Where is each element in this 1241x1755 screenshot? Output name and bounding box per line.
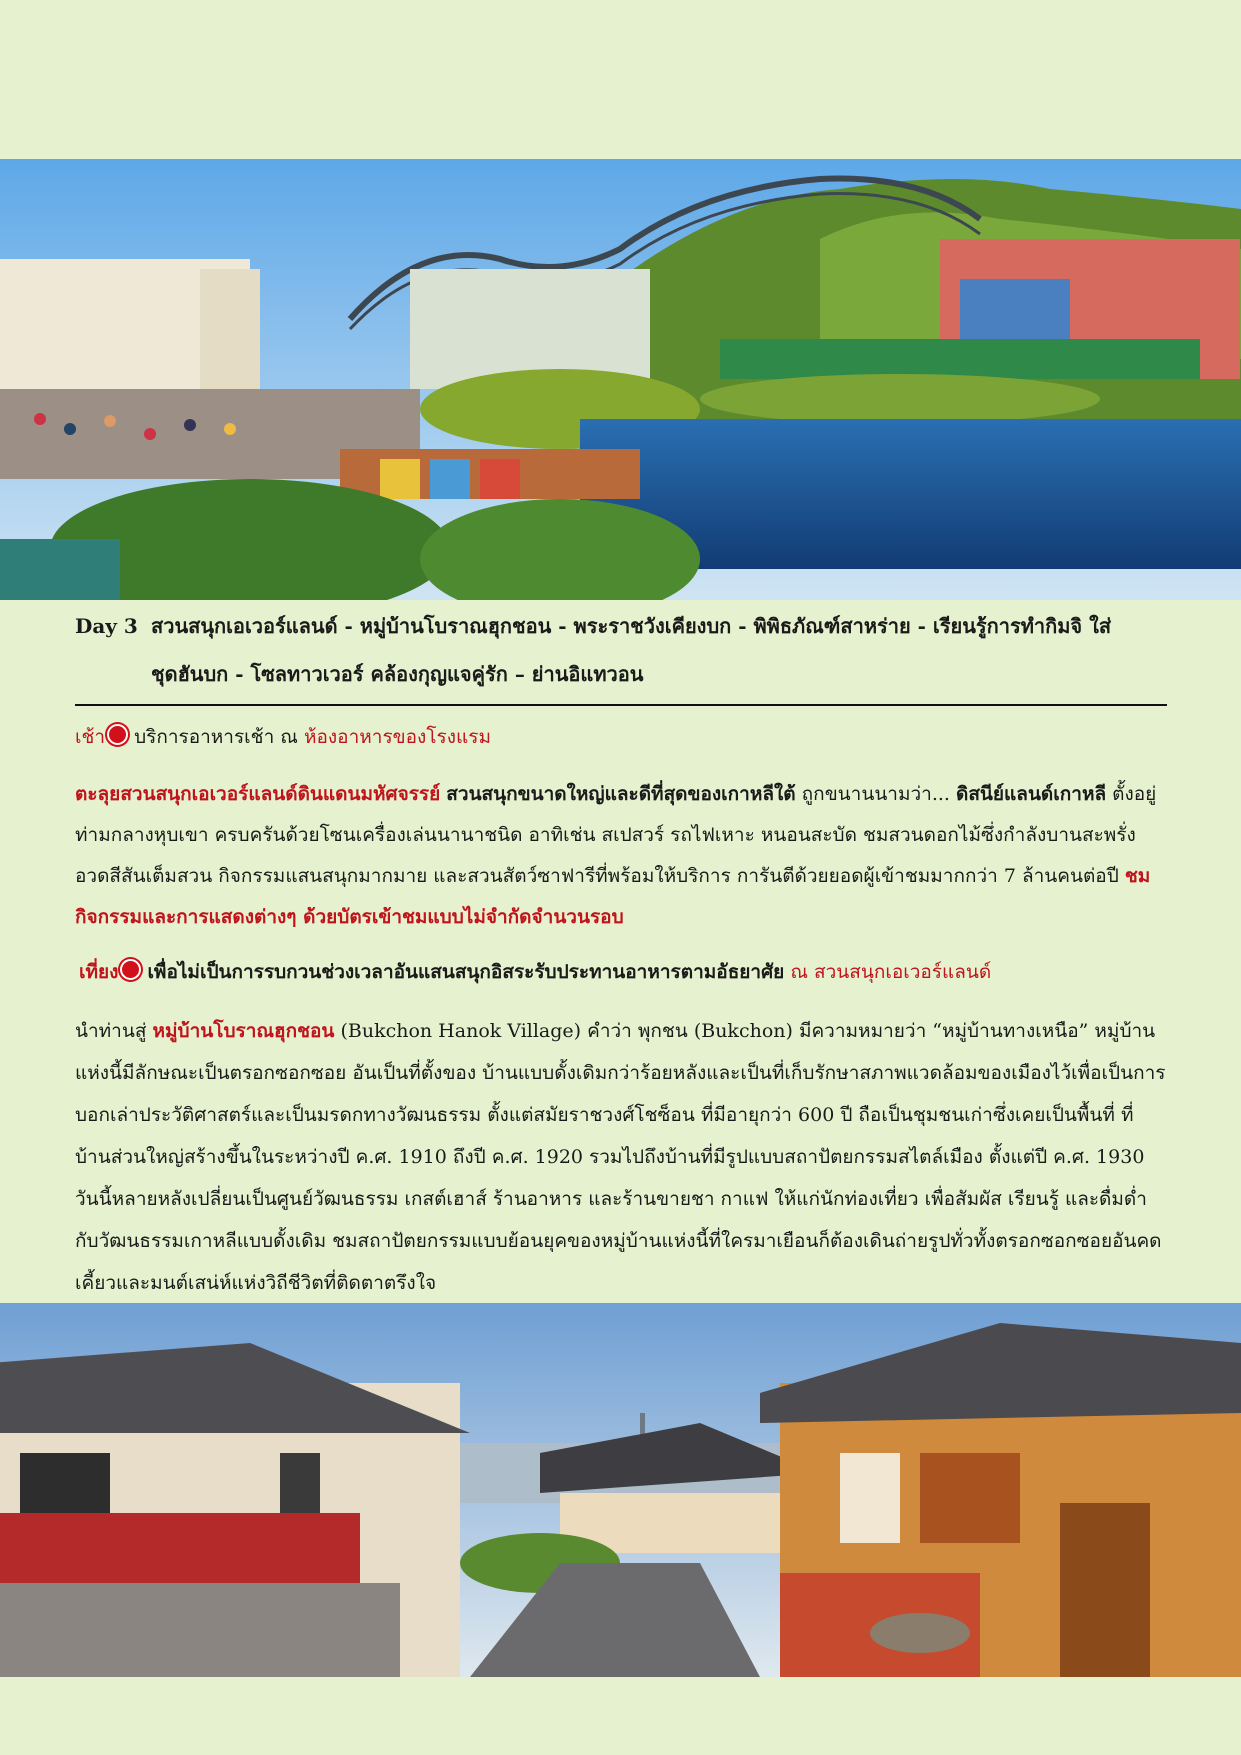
lunch-text: เพื่อไม่เป็นการรบกวนช่วงเวลาอันแสนสนุกอิสระรับประทานอาหารตามอัธยาศัย [147, 961, 785, 983]
bukchon-body: (Bukchon Hanok Village) คำว่า พุกชน (Bukchon) มีความหมายว่า “หมู่บ้านทางเหนือ” หมู่บ้านแห่งนี้มีลักษณะเป็นตรอกซอกซอย อันเป็นที่ตั้งของ บ้านแบบดั้งเดิมกว่าร้อยหลังและเป็นที่เก็บรักษาสภาพแวดล้อมของเมืองไว้เพื่อเป็นการบอกเล่าประวัติศาสตร์และเป็นมรดกทางวัฒนธรรม ตั้งแต่สมัยราชวงศ์โชซ็อน ที่มีอายุกว่า 600 ปี ถือเป็นชุมชนเก่าซึ่งเคยเป็นพื้นที่ ที่ บ้านส่วนใหญ่สร้างขึ้นในระหว่างปี ค.ศ. 1910 ถึงปี ค.ศ. 1920 รวมไปถึงบ้านที่มีรูปแบบสถาปัตยกรรมสไตล์เมือง ตั้งแต่ปี ค.ศ. 1930 วันนี้หลายหลังเปลี่ยนเป็นศูนย์วัฒนธรรม เกสต์เฮาส์ ร้านอาหาร และร้านขายชา กาแฟ ให้แก่นักท่องเที่ยว เพื่อสัมผัส เรียนรู้ และดื่มด่ำกับวัฒนธรรมเกาหลีแบบดั้งเดิม ชมสถาปัตยกรรมแบบย้อนยุคของหมู่บ้านแห่งนี้ที่ใครมาเยือนก็ต้องเดินถ่ายรูปทั่วทั้งตรอกซอกซอยอันคดเคี้ยวและมนต์เสน่ห์แห่งวิถีชีวิตที่ติดตาตรึงใจ [75, 1020, 1166, 1294]
everland-body-2: ตั้งอยู่ท่ามกลางหุบเขา ครบครันด้วยโซนเครื่องเล่นนานาชนิด อาทิเช่น สเปสวร์ รถไฟเหาะ หนอนสะบัด ชมสวนดอกไม้ซึ่งกำลังบานสะพรั่งอวดสีสันเต็มสวน กิจกรรมแสนสนุกมากมาย และสวนสัตว์ซาฟารีที่พร้อมให้บริการ การันตีด้วยยอดผู้เข้าชมมากกว่า 7 ล้านคนต่อปี [75, 783, 1157, 887]
bukchon-paragraph [75, 1010, 1167, 1304]
dining-plate-icon [107, 724, 128, 745]
bukchon-intro: นำท่านสู่ [75, 1020, 153, 1042]
everland-photo [0, 159, 1241, 600]
everland-body-1: ถูกขนานนามว่า... [795, 783, 956, 805]
day-header [75, 602, 1167, 706]
bukchon-photo [0, 1303, 1241, 1677]
dining-plate-icon [120, 959, 141, 980]
everland-title: ตะลุยสวนสนุกเอเวอร์แลนด์ดินแดนมหัศจรรย์ [75, 783, 441, 805]
breakfast-place: ห้องอาหารของโรงแรม [303, 726, 491, 748]
lunch-label: เที่ยง [79, 961, 119, 983]
day-title-line-1: สวนสนุกเอเวอร์แลนด์ - หมู่บ้านโบราณฮุกชอน - พระราชวังเคียงบก - พิพิธภัณฑ์สาหร่าย - เรียนรู้การทำกิมจิ ใส่ [151, 614, 1112, 638]
day-label: Day 3 [75, 614, 138, 638]
breakfast-text: บริการอาหารเช้า ณ [134, 726, 304, 748]
everland-nickname: ดิสนีย์แลนด์เกาหลี [956, 783, 1107, 805]
breakfast-label: เช้า [75, 726, 106, 748]
lunch-place: ณ สวนสนุกเอเวอร์แลนด์ [784, 961, 992, 983]
bukchon-name: หมู่บ้านโบราณฮุกชอน [152, 1020, 335, 1042]
everland-paragraph [75, 774, 1167, 938]
everland-highlight: ชมกิจกรรมและการแสดงต่างๆ ด้วยบัตรเข้าชมแบบไม่จำกัดจำนวนรอบ [75, 865, 1151, 928]
lunch-line [75, 952, 1171, 993]
everland-subtitle: สวนสนุกขนาดใหญ่และดีที่สุดของเกาหลีใต้ [446, 783, 796, 805]
day-title-line-2: ชุดฮันบก - โซลทาวเวอร์ คล้องกุญแจคู่รัก – ย่านอิแทวอน [151, 662, 644, 686]
breakfast-line [75, 717, 1167, 758]
